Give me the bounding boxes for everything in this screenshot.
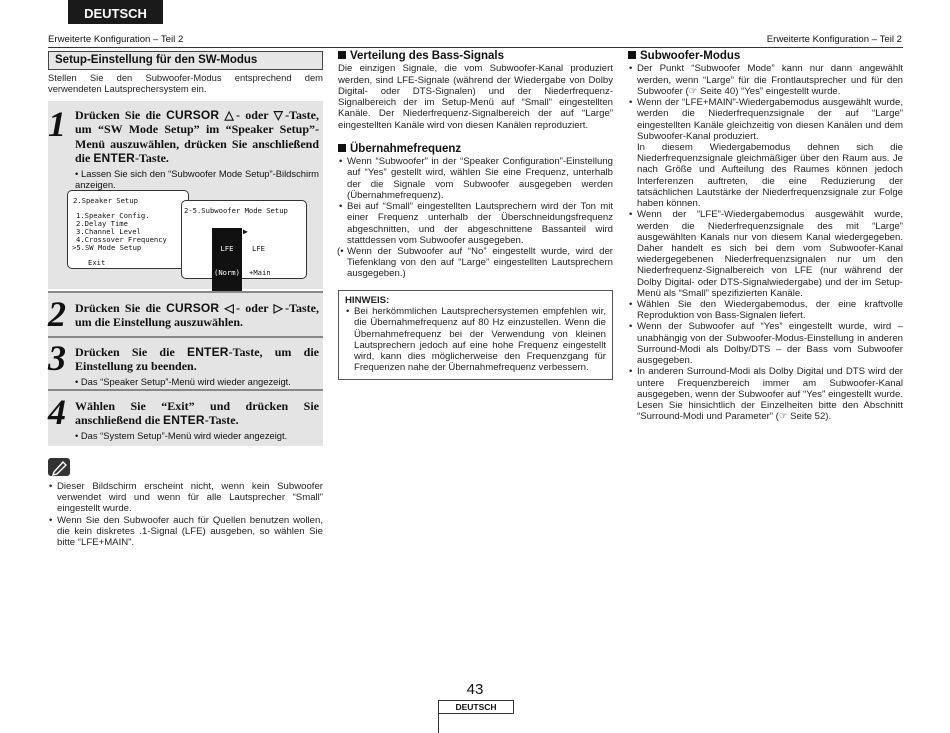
square-bullet-icon [628, 51, 636, 59]
heading-text: Subwoofer-Modus [640, 50, 741, 62]
step-2-box [48, 291, 323, 336]
hinweis-text: • Bei herkömmlichen Lautsprechersystemen empfehlen wir, die Übernahmefrequenz auf 80 Hz einzustellen. Wenn die Übernahmefrequenz bei der Verwendung von kleinen Lautsprechern jedoch auf eine hohe Frequenz eingestellt wird, kann dies möglicherweise den Frequenzgang für Frequenzen nahe der Übernahmefrequenz verbessern. [345, 306, 606, 373]
hinweis-title: HINWEIS: [345, 295, 390, 306]
heading-bass [338, 50, 613, 63]
col2 [338, 50, 613, 280]
arrow-right-icon: ▶ [243, 227, 248, 236]
step-3-text [75, 345, 319, 387]
square-bullet-icon [338, 51, 346, 59]
note-item: • Dieser Bildschirm erscheint nicht, wenn kein Subwoofer verwendet wird und wenn für alle Lautsprecher “Small” eingestellt wurde. [48, 481, 323, 515]
col3 [628, 50, 903, 422]
step-text-part: Drücken Sie die [75, 301, 167, 315]
option-label: LFE [220, 243, 234, 253]
sub-item: • In anderen Surround-Modi als Dolby Digital und DTS wird der untere Frequenzbereich immer am Subwoofer-Kanal ausgegeben, wenn der Subwoofer auf “Yes” eingestellt wurde. Lesen Sie hinsichtlich der Einzelheiten bitte den Abschnitt “Surround-Modi und Parameter” (☞ Seite 52). [628, 366, 903, 422]
sub-item: • Wenn der Subwoofer auf “Yes” eingestellt wurde, wird – unabhängig von der Subwoofer-Modus-Einstellung in anderen Surround-Modi als Dolby/DTS – der Bass vom Subwoofer ausgegeben. [628, 321, 903, 366]
sub-item: • Wenn der “LFE”-Wiedergabemodus ausgewählt wurde, werden die Niederfrequenzsignale des mit “Large” ausgewählten Kanals nur von diesem Kanal wiedergegeben. Daher handelt es sich bei dem vom Subwoofer-Kanal wiedergegebenen Niederfrequenzsignalen nur um den Niederfrequenz-Signalbereich von LFE (nur während der Dolby Digital- oder DTS-Signalwiedergabe) und der im Setup-Menü als “Small” spezifizierten Kanäle. [628, 209, 903, 299]
bass-paragraph: Die einzigen Signale, die vom Subwoofer-Kanal produziert werden, sind LFE-Signale (während der Wiedergabe von Dolby Digital- oder DTS-Signalen) und der Niederfrequenz-Signalbereich der im Setup-Menü auf “Small” eingestellten Kanäle. Der Niederfrequenz-Signalbereich der auf “Large” eingestellten Kanäle wird von diesen Kanälen reproduziert. [338, 63, 613, 131]
cursor-key-label: CURSOR [166, 108, 220, 122]
step-text-part: Drücken Sie die [75, 108, 167, 122]
step-3-sub: • Das “Speaker Setup”-Menü wird wieder angezeigt. [75, 375, 291, 387]
heading-subwoofer-mode [628, 50, 903, 63]
screen-title: 2.Speaker Setup [73, 196, 138, 205]
step-text-part: △- oder ▽-Taste, um “SW Mode Setup” im “Speaker Setup”-Menü auszuwählen, drücken Sie anschließend die [75, 108, 319, 166]
heading-text: Verteilung des Bass-Signals [350, 50, 505, 62]
step-text-part: Wählen Sie “Exit” und drücken Sie anschließend die [75, 399, 319, 428]
step-number: 4 [48, 392, 66, 432]
note-item: • Wenn Sie den Subwoofer auch für Quellen benutzen wollen, die kein diskretes .1-Signal (LFE) ausgeben, so wählen Sie bitte “LFE+MAIN”. [48, 515, 323, 549]
step-text-part: -Taste. [204, 413, 239, 428]
step-text-part: -Taste, um die Einstellung zu beenden. [75, 345, 319, 374]
step-3-box [48, 336, 323, 389]
crossover-item: • Bei auf “Small” eingestellten Lautsprechern wird der Ton mit einer Frequenz unterhalb der Überschneidungsfrequenz abgeschnitten, und der abgeschnittene Bassanteil wird stattdessen vom Subwoofer ausgegeben. [338, 201, 613, 246]
enter-key-label: ENTER [163, 413, 205, 428]
step-4-box [48, 389, 323, 446]
option-lfe-selected [212, 228, 242, 294]
page-number: 43 [466, 681, 484, 698]
screen-item: 4.Crossover Frequency [76, 235, 167, 244]
screen-item-selected: >5.SW Mode Setup [72, 243, 142, 252]
screen-item: 1.Speaker Config. [76, 211, 150, 220]
crossover-item: (• Wenn der Subwoofer auf “No” eingestellt wurde, wird der Tiefenklang von den auf “Large” eingestellten Lautsprechern ausgegeben.) [338, 246, 613, 280]
col1-notes [48, 481, 323, 548]
screen-title: 2-5.Subwoofer Mode Setup [184, 206, 288, 215]
hinweis-box [338, 290, 613, 380]
subwoofer-mode-screen [181, 200, 307, 279]
header-left: Erweiterte Konfiguration – Teil 2 [48, 34, 184, 45]
footer-divider [438, 713, 439, 733]
option-lfe-main [249, 228, 278, 294]
footer-language-tab: DEUTSCH [438, 700, 514, 714]
sub-item: • Wenn der “LFE+MAIN”-Wiedergabemodus ausgewählt wurde, werden die Niederfrequenzsignale der auf “Large” eingestellten Kanäle gleichzeitig von diesen Kanälen und dem Subwoofer-Kanal produziert. [628, 97, 903, 142]
sub-item: • Wählen Sie den Wiedergabemodus, der eine kraftvolle Reproduktion von Bass-Signalen liefert. [628, 299, 903, 321]
step-text-part: Drücken Sie die [75, 345, 187, 359]
option-label: +Main [249, 268, 271, 278]
pencil-note-icon [48, 458, 70, 476]
step-number: 2 [48, 294, 66, 334]
square-bullet-icon [338, 144, 346, 152]
section-title: Setup-Einstellung für den SW-Modus [48, 51, 323, 70]
option-label: LFE [252, 243, 265, 253]
step-1-box [48, 101, 323, 289]
heading-text: Übernahmefrequenz [350, 142, 462, 155]
step-4-text [75, 399, 319, 441]
step-number: 1 [48, 104, 66, 144]
crossover-item: • Wenn “Subwoofer” in der “Speaker Configuration”-Einstellung auf “Yes” gestellt wird, wählen Sie eine Frequenz, unterhalb der die Signale vom Subwoofer ausgegeben werden (Übernahmefrequenz). [338, 156, 613, 201]
enter-key-label: ENTER [186, 345, 229, 359]
language-tab: DEUTSCH [68, 0, 163, 24]
step-text-part: -Taste. [135, 151, 169, 166]
speaker-setup-screen [67, 190, 189, 269]
sub-item: • Der Punkt “Subwoofer Mode” kann nur dann angewählt werden, wenn “Large” für die Frontlautsprecher und für den Subwoofer (☞ Seite 40) “Yes” eingestellt wurde. [628, 63, 903, 97]
option-label: (Norm) [214, 268, 240, 278]
enter-key-label: ENTER [93, 151, 136, 166]
header-right: Erweiterte Konfiguration – Teil 2 [766, 34, 902, 45]
section-intro: Stellen Sie den Subwoofer-Modus entsprechend dem verwendeten Lautsprechersystem ein. [48, 72, 323, 94]
step-number: 3 [48, 338, 66, 378]
screen-item: 2.Delay Time [76, 219, 128, 228]
header-rule [48, 47, 903, 48]
step-1-sub: • Lassen Sie sich den “Subwoofer Mode Setup”-Bildschirm anzeigen. [75, 167, 319, 190]
step-2-text [75, 301, 319, 330]
screen-item: 3.Channel Level [76, 227, 141, 236]
sub-item-cont: In diesem Wiedergabemodus dehnen sich die Niederfrequenzsignale gleichmäßiger über den Raum aus. Je nach Größe und Aufteilung des Raumes können jedoch Interferenzen auftreten, die eine Reduzierung der tatsächlichen Lautstärke der Niederfrequenzsignale zur Folge haben können. [637, 141, 903, 210]
step-text-part: ◁- oder ▷-Taste, um die Einstellung auszuwählen. [75, 301, 319, 330]
cursor-key-label: CURSOR [166, 301, 220, 315]
step-4-sub: • Das “System Setup”-Menü wird wieder angezeigt. [75, 429, 288, 441]
screen-exit: Exit [88, 258, 106, 267]
heading-crossover [338, 143, 613, 156]
step-1-text [75, 108, 319, 190]
